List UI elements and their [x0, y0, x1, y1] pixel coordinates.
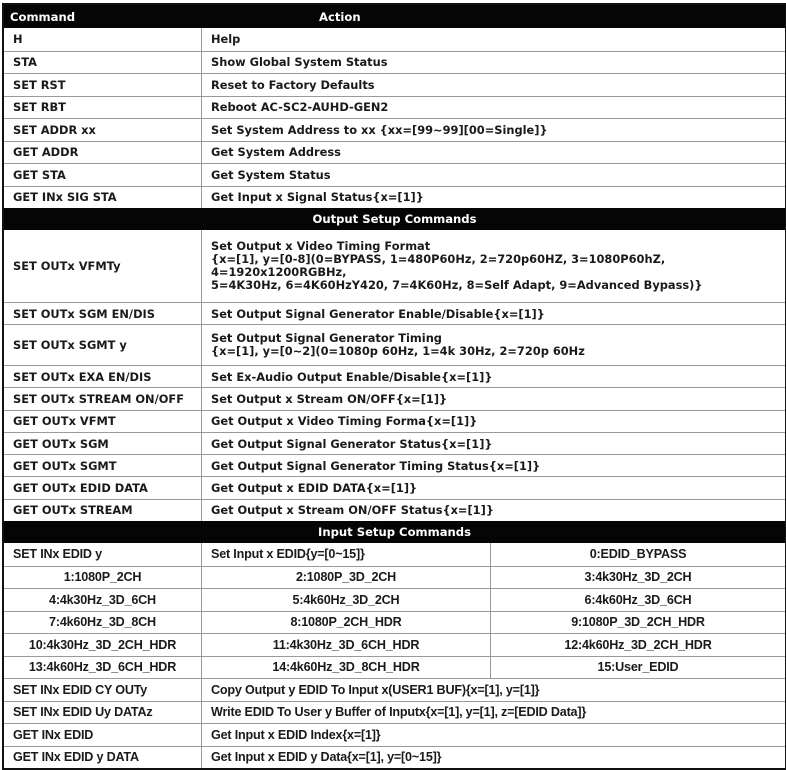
command-cell: GET OUTx SGM [4, 433, 202, 454]
edid-options-row [4, 588, 785, 611]
action-cell: Set Input x EDID{y=[0~15]} [202, 543, 491, 566]
command-cell: GET OUTx EDID DATA [4, 477, 202, 498]
command-cell: STA [4, 52, 202, 74]
table-row [4, 51, 785, 74]
edid-options-row [4, 611, 785, 634]
table-row [4, 723, 785, 746]
action-cell: Get System Address [211, 145, 341, 160]
action-cell [202, 230, 785, 302]
action-cell: Get Output x Stream ON/OFF Status{x=[1]} [211, 503, 494, 518]
header-command: Command [10, 9, 76, 24]
command-cell: SET OUTx SGMT y [4, 325, 202, 365]
command-cell: GET OUTx VFMT [4, 411, 202, 432]
action-cell: Get Input x EDID Index{x=[1]} [211, 727, 381, 742]
edid-option: 8:1080P_2CH_HDR [202, 612, 491, 634]
table-row [4, 163, 785, 186]
edid-option: 3:4k30Hz_3D_2CH [584, 570, 692, 585]
table-header [4, 5, 785, 28]
action-cell: Help [211, 32, 241, 47]
table-row [4, 324, 785, 365]
action-cell: Copy Output y EDID To Input x(USER1 BUF){x=[1], y=[1]} [211, 682, 540, 697]
table-row [4, 186, 785, 209]
table-row [4, 432, 785, 454]
action-cell: Get Output x Video Timing Forma{x=[1]} [211, 414, 478, 429]
command-table [2, 3, 786, 770]
edid-options-row [4, 656, 785, 679]
action-line: {x=[1], y=[0-8](0=BYPASS, 1=480P60Hz, 2=720p60HZ, 3=1080P60hZ, [211, 251, 666, 266]
action-cell: Get Input x Signal Status{x=[1]} [211, 190, 424, 205]
table-row [4, 678, 785, 701]
edid-option: 0:EDID_BYPASS [589, 547, 687, 562]
command-cell: GET ADDR [4, 142, 202, 164]
table-row [4, 499, 785, 521]
table-row [4, 302, 785, 324]
action-cell: Show Global System Status [211, 55, 388, 70]
table-row [4, 410, 785, 432]
edid-option: 15:User_EDID [597, 660, 679, 675]
command-cell: GET INx EDID [4, 724, 202, 746]
action-cell [202, 325, 785, 365]
edid-options-row [4, 633, 785, 656]
command-cell: SET INx EDID y [4, 543, 202, 566]
table-row [4, 141, 785, 164]
table-row [4, 543, 785, 566]
section-header-input: Input Setup Commands [4, 521, 785, 543]
action-line: 4=1920x1200RGBHz, [211, 265, 347, 279]
edid-option: 4:4k30Hz_3D_6CH [4, 589, 202, 611]
edid-option: 5:4k60Hz_3D_2CH [202, 589, 491, 611]
command-cell: GET STA [4, 164, 202, 186]
action-cell: Set Output x Stream ON/OFF{x=[1]} [211, 391, 448, 406]
action-line: Set Output Signal Generator Timing [211, 330, 442, 345]
edid-option: 14:4k60Hz_3D_8CH_HDR [202, 657, 491, 679]
table-row [4, 118, 785, 141]
table-row [4, 701, 785, 724]
command-cell: GET OUTx STREAM [4, 500, 202, 521]
edid-option: 10:4k30Hz_3D_2CH_HDR [4, 634, 202, 656]
edid-option: 13:4k60Hz_3D_6CH_HDR [4, 657, 202, 679]
command-cell: SET INx EDID CY OUTy [4, 679, 202, 701]
action-cell: Get Output Signal Generator Timing Status{x=[1]} [211, 458, 541, 473]
action-cell: Write EDID To User y Buffer of Inputx{x=[1], y=[1], z=[EDID Data]} [211, 705, 587, 720]
action-cell: Get Output Signal Generator Status{x=[1]} [211, 436, 493, 451]
edid-option: 12:4k60Hz_3D_2CH_HDR [564, 637, 712, 652]
edid-option: 1:1080P_2CH [4, 567, 202, 589]
table-row [4, 454, 785, 476]
command-cell: SET RBT [4, 97, 202, 119]
action-cell: Get System Status [211, 167, 331, 182]
action-cell: Reboot AC-SC2-AUHD-GEN2 [211, 100, 389, 115]
action-line: Set Output x Video Timing Format [211, 238, 431, 253]
header-action: Action [319, 9, 361, 24]
table-row [4, 387, 785, 409]
edid-option: 6:4k60Hz_3D_6CH [584, 592, 692, 607]
command-cell: GET INx SIG STA [4, 187, 202, 209]
table-row [4, 73, 785, 96]
table-row [4, 230, 785, 302]
edid-option: 11:4k30Hz_3D_6CH_HDR [202, 634, 491, 656]
table-row [4, 476, 785, 498]
section-header-output: Output Setup Commands [4, 208, 785, 230]
command-cell: SET OUTx SGM EN/DIS [4, 303, 202, 324]
command-cell: SET RST [4, 74, 202, 96]
table-row [4, 365, 785, 387]
command-cell: SET OUTx STREAM ON/OFF [4, 388, 202, 409]
action-cell: Get Output x EDID DATA{x=[1]} [211, 481, 418, 496]
table-row [4, 28, 785, 51]
table-row [4, 746, 785, 769]
action-cell: Get Input x EDID y Data{x=[1], y=[0~15]} [211, 750, 442, 765]
action-cell: Reset to Factory Defaults [211, 77, 375, 92]
table-row [4, 96, 785, 119]
command-cell: SET OUTx VFMTy [4, 230, 202, 302]
action-line: {x=[1], y=[0~2](0=1080p 60Hz, 1=4k 30Hz, 2=720p 60Hz [211, 344, 585, 358]
action-cell: Set Output Signal Generator Enable/Disable{x=[1]} [211, 306, 545, 321]
command-cell: GET INx EDID y DATA [4, 747, 202, 769]
command-cell: SET ADDR xx [4, 119, 202, 141]
command-cell: GET OUTx SGMT [4, 455, 202, 476]
edid-option: 9:1080P_3D_2CH_HDR [571, 615, 705, 630]
action-cell: Set System Address to xx {xx=[99~99][00=Single]} [211, 122, 548, 137]
action-cell: Set Ex-Audio Output Enable/Disable{x=[1]} [211, 369, 493, 384]
edid-option: 7:4k60Hz_3D_8CH [4, 612, 202, 634]
command-cell: H [4, 28, 202, 51]
edid-options-row [4, 566, 785, 589]
edid-option: 2:1080P_3D_2CH [202, 567, 491, 589]
command-cell: SET OUTx EXA EN/DIS [4, 366, 202, 387]
command-cell: SET INx EDID Uy DATAz [4, 702, 202, 724]
action-line: 5=4K30Hz, 6=4K60HzY420, 7=4K60Hz, 8=Self Adapt, 9=Advanced Bypass)} [211, 278, 703, 293]
